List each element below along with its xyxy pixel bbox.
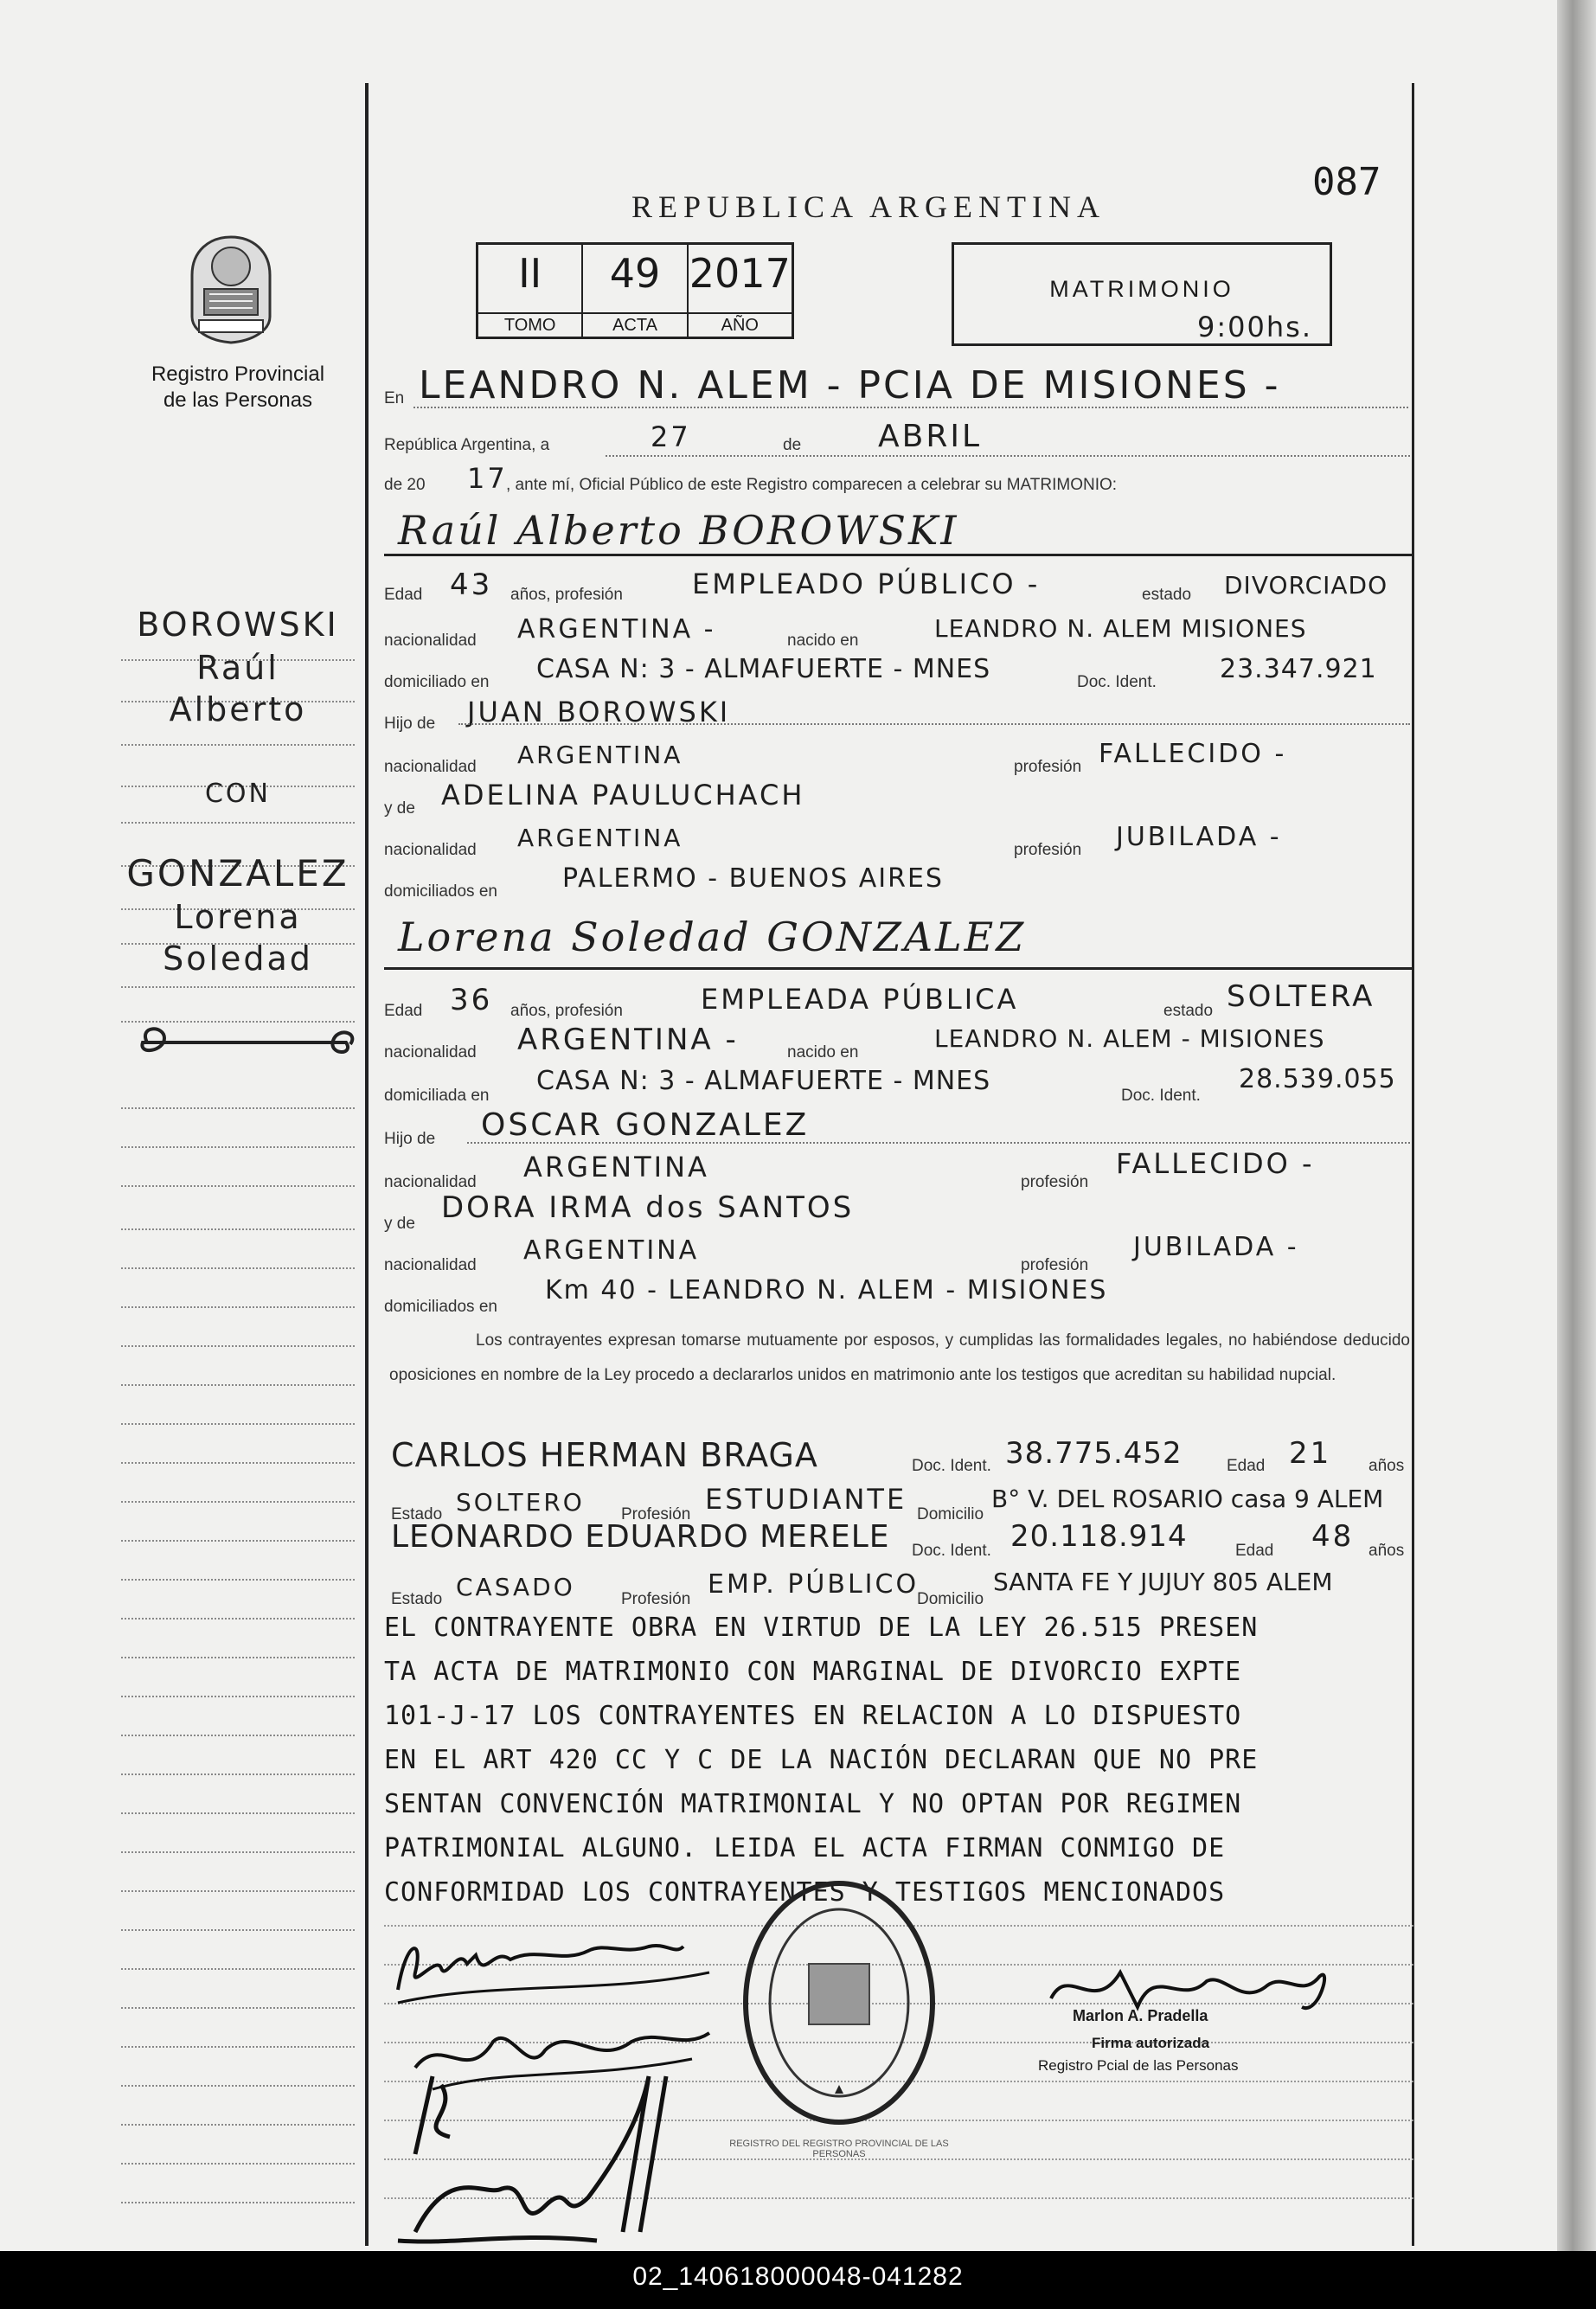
groom-parents-dom-label: domiciliados en bbox=[384, 882, 497, 901]
note-line-7: CONFORMIDAD LOS CONTRAYENTES Y TESTIGOS MENCIONADOS bbox=[384, 1877, 1226, 1908]
bride-profesion-label: años, profesión bbox=[510, 1002, 623, 1020]
place-dotline bbox=[413, 381, 1408, 408]
groom-nacido-en: LEANDRO N. ALEM MISIONES bbox=[934, 614, 1307, 643]
witness-2-anos-label: años bbox=[1368, 1542, 1405, 1560]
witness-1-name: CARLOS HERMAN BRAGA bbox=[391, 1436, 818, 1474]
bride-father-prof-label: profesión bbox=[1021, 1173, 1089, 1191]
bride-mother-label: y de bbox=[384, 1215, 415, 1233]
bride-domicilio-label: domiciliada en bbox=[384, 1087, 490, 1105]
tomo-cell bbox=[478, 245, 583, 337]
groom-father-prof: FALLECIDO - bbox=[1099, 739, 1287, 769]
bride-mother-nac: ARGENTINA bbox=[523, 1235, 700, 1266]
tomo-label: TOMO bbox=[478, 312, 581, 337]
witness-1-doc-label: Doc. Ident. bbox=[912, 1457, 991, 1475]
witness-1-anos-label: años bbox=[1368, 1457, 1405, 1475]
groom-father-prof-label: profesión bbox=[1014, 758, 1082, 776]
bride-father-dotline bbox=[467, 1116, 1410, 1144]
opening-intro-text: , ante mí, Oficial Público de este Registro comparecen a celebrar su MATRIMONIO: bbox=[506, 476, 1118, 494]
stamp-text: REGISTRO DEL REGISTRO PROVINCIAL DE LAS PERSONAS bbox=[729, 2139, 949, 2159]
margin-bride-surname: GONZALEZ bbox=[126, 852, 349, 895]
officer-org: Registro Pcial de las Personas bbox=[1038, 2057, 1239, 2074]
acta-value: 49 bbox=[609, 250, 661, 297]
witness-signatures bbox=[381, 2059, 744, 2249]
witness-1-estado: SOLTERO bbox=[456, 1488, 585, 1517]
act-time: 9:00hs. bbox=[1197, 311, 1312, 343]
groom-full-name: Raúl Alberto BOROWSKI bbox=[398, 507, 959, 554]
bride-parents-dom: Km 40 - LEANDRO N. ALEM - MISIONES bbox=[545, 1275, 1108, 1305]
note-line-6: PATRIMONIAL ALGUNO. LEIDA EL ACTA FIRMAN CONMIGO DE bbox=[384, 1833, 1226, 1863]
bride-full-name: Lorena Soledad GONZALEZ bbox=[398, 914, 1027, 960]
bride-mother-nac-label: nacionalidad bbox=[384, 1256, 477, 1274]
groom-father-nac: ARGENTINA bbox=[517, 741, 683, 769]
officer-role: Firma autorizada bbox=[1092, 2035, 1210, 2051]
witness-2-estado-label: Estado bbox=[391, 1590, 443, 1608]
opening-day: 27 bbox=[651, 420, 691, 453]
note-line-2: TA ACTA DE MATRIMONIO CON MARGINAL DE DIVORCIO EXPTE bbox=[384, 1657, 1242, 1687]
witness-2-domicilio: SANTA FE Y JUJUY 805 ALEM bbox=[993, 1568, 1333, 1596]
margin-groom-name-1: Raúl bbox=[196, 649, 279, 687]
right-border bbox=[1412, 83, 1414, 2246]
groom-edad-label: Edad bbox=[384, 586, 423, 604]
anio-value: 2017 bbox=[689, 250, 791, 297]
tomo-value: II bbox=[518, 250, 542, 297]
bride-nacido-en: LEANDRO N. ALEM - MISIONES bbox=[934, 1024, 1325, 1053]
groom-edad: 43 bbox=[450, 568, 493, 602]
witness-2-edad: 48 bbox=[1311, 1519, 1355, 1554]
act-type-box bbox=[952, 242, 1332, 346]
bride-estado-label: estado bbox=[1163, 1002, 1214, 1020]
organization-name bbox=[130, 362, 346, 414]
margin-connector: CON bbox=[204, 779, 271, 809]
anio-label: AÑO bbox=[689, 312, 792, 337]
bride-doc: 28.539.055 bbox=[1239, 1064, 1396, 1094]
witness-2-profesion: EMP. PÚBLICO bbox=[708, 1569, 920, 1600]
groom-domicilio: CASA N: 3 - ALMAFUERTE - MNES bbox=[536, 654, 991, 684]
de-label: de bbox=[783, 436, 802, 454]
bride-mother: DORA IRMA dos SANTOS bbox=[441, 1190, 855, 1225]
groom-father: JUAN BOROWSKI bbox=[467, 696, 731, 728]
groom-doc-label: Doc. Ident. bbox=[1077, 673, 1157, 691]
country-title: REPUBLICA ARGENTINA bbox=[631, 189, 1106, 224]
groom-mother-prof-label: profesión bbox=[1014, 841, 1082, 859]
anio-cell bbox=[689, 245, 792, 337]
bride-domicilio: CASA N: 3 - ALMAFUERTE - MNES bbox=[536, 1066, 991, 1096]
margin-bride-name-1: Lorena bbox=[174, 898, 302, 936]
witness-2-domicilio-label: Domicilio bbox=[917, 1590, 984, 1608]
margin-bride-name-2: Soledad bbox=[163, 940, 313, 978]
witness-1-doc: 38.775.452 bbox=[1005, 1436, 1183, 1471]
bride-nacido-label: nacido en bbox=[787, 1043, 859, 1061]
witness-2-doc: 20.118.914 bbox=[1010, 1519, 1188, 1554]
groom-profesion-label: años, profesión bbox=[510, 586, 623, 604]
margin-closing-flourish-icon bbox=[130, 1017, 363, 1068]
bride-parents-dom-label: domiciliados en bbox=[384, 1298, 497, 1316]
margin-divider bbox=[365, 83, 369, 2246]
witness-2-profesion-label: Profesión bbox=[621, 1590, 691, 1608]
bride-nacionalidad-label: nacionalidad bbox=[384, 1043, 477, 1061]
witness-1-edad-label: Edad bbox=[1227, 1457, 1266, 1475]
witness-1-profesion-label: Profesión bbox=[621, 1505, 691, 1523]
bride-nacionalidad: ARGENTINA - bbox=[517, 1023, 739, 1057]
officer-name: Marlon A. Pradella bbox=[1073, 2007, 1208, 2024]
bride-separator bbox=[384, 967, 1412, 970]
note-line-1: EL CONTRAYENTE OBRA EN VIRTUD DE LA LEY 26.515 PRESEN bbox=[384, 1613, 1259, 1643]
bride-hijo-label: Hijo de bbox=[384, 1130, 436, 1148]
acta-cell bbox=[583, 245, 688, 337]
groom-hijo-label: Hijo de bbox=[384, 715, 436, 733]
groom-parents-dom: PALERMO - BUENOS AIRES bbox=[562, 863, 944, 894]
bride-mother-prof: JUBILADA - bbox=[1133, 1232, 1299, 1262]
opening-place: LEANDRO N. ALEM - PCIA DE MISIONES - bbox=[419, 363, 1281, 407]
year-suffix: 17 bbox=[467, 462, 508, 495]
bride-mother-prof-label: profesión bbox=[1021, 1256, 1089, 1274]
book-edge bbox=[1557, 0, 1596, 2251]
groom-mother-label: y de bbox=[384, 799, 415, 818]
witness-1-edad: 21 bbox=[1289, 1436, 1332, 1471]
groom-estado-label: estado bbox=[1142, 586, 1192, 604]
reference-table bbox=[476, 242, 794, 339]
groom-father-dotline bbox=[458, 697, 1410, 725]
groom-doc: 23.347.921 bbox=[1220, 654, 1377, 684]
note-line-5: SENTAN CONVENCIÓN MATRIMONIAL Y NO OPTAN POR REGIMEN bbox=[384, 1789, 1242, 1819]
groom-estado: DIVORCIADO bbox=[1224, 571, 1388, 600]
country-label: República Argentina, a bbox=[384, 436, 550, 454]
witness-2-edad-label: Edad bbox=[1235, 1542, 1274, 1560]
groom-separator bbox=[384, 554, 1412, 556]
bride-father-nac-label: nacionalidad bbox=[384, 1173, 477, 1191]
bride-edad: 36 bbox=[450, 983, 493, 1017]
bride-edad-label: Edad bbox=[384, 1002, 423, 1020]
provincial-coat-of-arms-icon bbox=[183, 234, 279, 346]
margin-groom-name-2: Alberto bbox=[169, 690, 307, 728]
groom-mother: ADELINA PAULUCHACH bbox=[441, 779, 805, 811]
groom-nacido-label: nacido en bbox=[787, 632, 859, 650]
acta-label: ACTA bbox=[583, 312, 686, 337]
witness-1-domicilio-label: Domicilio bbox=[917, 1505, 984, 1523]
margin-groom-surname: BOROWSKI bbox=[137, 606, 339, 644]
opening-month: ABRIL bbox=[878, 419, 983, 454]
groom-nacionalidad: ARGENTINA - bbox=[517, 614, 716, 645]
bride-profesion: EMPLEADA PÚBLICA bbox=[701, 983, 1019, 1016]
year-prefix: de 20 bbox=[384, 476, 426, 494]
bride-father-prof: FALLECIDO - bbox=[1116, 1147, 1315, 1180]
folio-number: 087 bbox=[1312, 160, 1381, 204]
declaration-text: Los contrayentes expresan tomarse mutuamente por esposos, y cumplidas las formalidades legales, no habiéndose deducido oposiciones en nombre de la Ley procedo a declararlos unidos en matrimonio ante los testigos que acreditan su habilidad nupcial. bbox=[389, 1331, 1410, 1384]
org-line-2: de las Personas bbox=[163, 388, 313, 412]
note-line-4: EN EL ART 420 CC Y C DE LA NACIÓN DECLARAN QUE NO PRE bbox=[384, 1745, 1259, 1775]
groom-nacionalidad-label: nacionalidad bbox=[384, 632, 477, 650]
org-line-1: Registro Provincial bbox=[151, 362, 325, 386]
groom-mother-nac-label: nacionalidad bbox=[384, 841, 477, 859]
note-line-3: 101-J-17 LOS CONTRAYENTES EN RELACION A LO DISPUESTO bbox=[384, 1701, 1242, 1731]
en-label: En bbox=[384, 389, 405, 407]
witness-2-name: LEONARDO EDUARDO MERELE bbox=[391, 1519, 890, 1555]
footer-code: 02_140618000048-041282 bbox=[632, 2262, 964, 2291]
groom-domicilio-label: domiciliado en bbox=[384, 673, 490, 691]
witness-1-estado-label: Estado bbox=[391, 1505, 443, 1523]
bride-estado: SOLTERA bbox=[1227, 979, 1375, 1014]
act-type: MATRIMONIO bbox=[1049, 276, 1234, 302]
date-dotline bbox=[606, 429, 1410, 457]
witness-1-domicilio: B° V. DEL ROSARIO casa 9 ALEM bbox=[991, 1485, 1384, 1513]
groom-profesion: EMPLEADO PÚBLICO - bbox=[692, 568, 1041, 600]
bride-father: OSCAR GONZALEZ bbox=[481, 1107, 810, 1143]
groom-mother-nac: ARGENTINA bbox=[517, 824, 683, 852]
witness-2-doc-label: Doc. Ident. bbox=[912, 1542, 991, 1560]
bride-father-nac: ARGENTINA bbox=[523, 1151, 709, 1183]
bride-doc-label: Doc. Ident. bbox=[1121, 1087, 1201, 1105]
groom-signature bbox=[389, 1921, 718, 2007]
groom-father-nac-label: nacionalidad bbox=[384, 758, 477, 776]
witness-2-estado: CASADO bbox=[456, 1573, 575, 1601]
groom-mother-prof: JUBILADA - bbox=[1116, 822, 1282, 852]
witness-1-profesion: ESTUDIANTE bbox=[705, 1483, 907, 1516]
official-seal-stamp bbox=[740, 1877, 939, 2128]
